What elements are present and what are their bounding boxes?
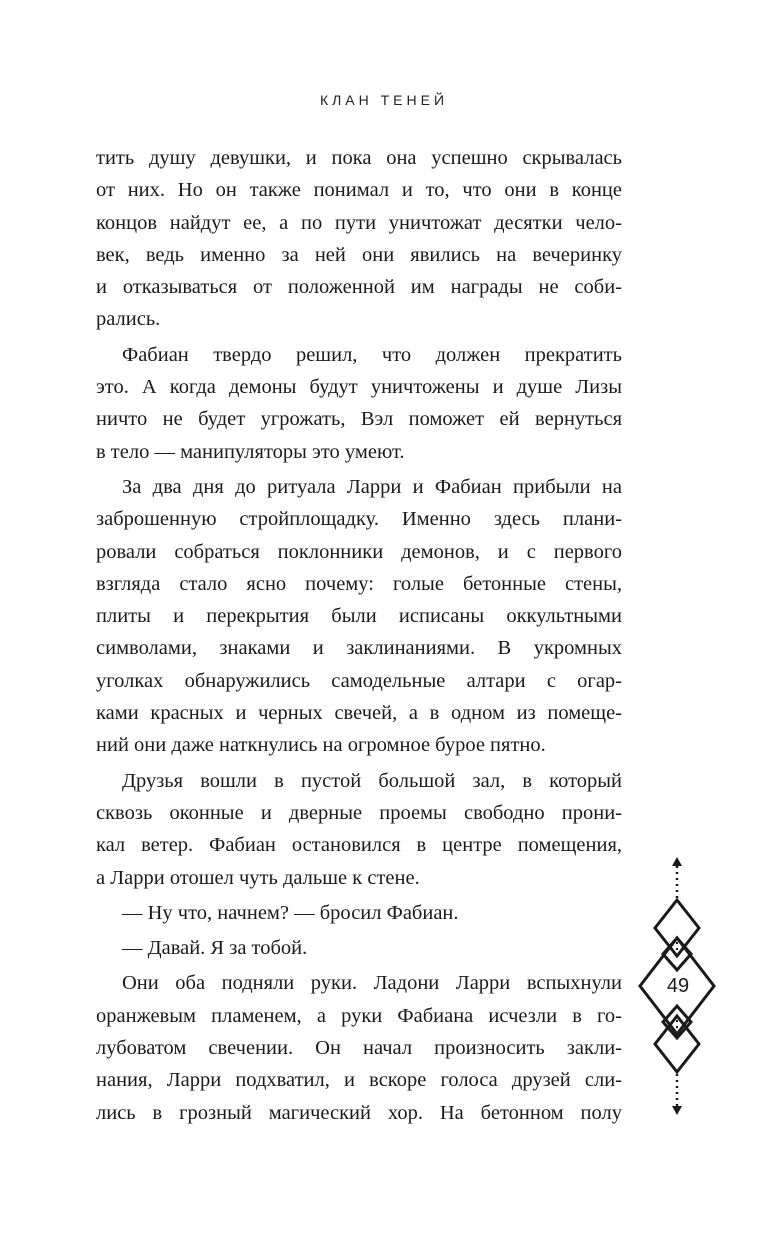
text-line: ний они даже наткнулись на огромное бурое пятно. xyxy=(96,734,546,757)
text-line: взгляда стало ясно почему: голые бетонные стены, xyxy=(96,572,622,595)
text-line: лись в грозный магический хор. На бетонном полу xyxy=(96,1101,622,1124)
text-line: лубоватом свечении. Он начал произносить закли- xyxy=(96,1037,622,1060)
text-line: а Ларри отошел чуть дальше к стене. xyxy=(96,866,420,889)
text-line: заброшенную стройплощадку. Именно здесь плани- xyxy=(96,508,622,531)
text-line: это. А когда демоны будут уничтожены и душе Лизы xyxy=(96,376,622,399)
text-line: рались. xyxy=(96,308,161,331)
text-line: Друзья вошли в пустой большой зал, в который xyxy=(122,769,622,792)
text-line: сквозь оконные и дверные проемы свободно прони- xyxy=(96,801,622,824)
running-head: КЛАН ТЕНЕЙ xyxy=(319,92,449,108)
body-text xyxy=(96,142,622,1129)
text-line: плиты и перекрытия были исписаны оккультными xyxy=(96,605,622,628)
text-line: от них. Но он также понимал и то, что они в конце xyxy=(96,179,622,202)
text-line: — Давай. Я за тобой. xyxy=(122,937,308,960)
page-number: 49 xyxy=(666,975,690,997)
text-line: За два дня до ритуала Ларри и Фабиан прибыли на xyxy=(122,475,622,498)
text-line: ками красных и черных свечей, а в одном из помеще- xyxy=(96,702,622,725)
text-line: концов найдут ее, а по пути уничтожат десятки чело- xyxy=(96,211,622,234)
text-line: тить душу девушки, и пока она успешно скрывалась xyxy=(96,147,622,169)
text-line: — Ну что, начнем? — бросил Фабиан. xyxy=(122,901,459,924)
diamond-ornament-icon xyxy=(638,852,718,1152)
text-line: Они оба подняли руки. Ладони Ларри вспыхнули xyxy=(122,972,622,995)
text-line: ничто не будет угрожать, Вэл поможет ей вернуться xyxy=(96,408,622,431)
text-line: и отказываться от положенной им награды не соби- xyxy=(96,276,622,299)
text-line: Фабиан твердо решил, что должен прекратить xyxy=(122,343,622,366)
text-line: кал ветер. Фабиан остановился в центре помещения, xyxy=(96,834,622,857)
text-line: в тело — манипуляторы это умеют. xyxy=(96,440,405,463)
text-line: оранжевым пламенем, а руки Фабиана исчезли в го- xyxy=(96,1004,622,1027)
page-number-ornament xyxy=(638,852,718,1152)
text-line: ровали собраться поклонники демонов, и с первого xyxy=(96,540,622,563)
text-line: нания, Ларри подхватил, и вскоре голоса друзей сли- xyxy=(96,1069,622,1092)
text-line: символами, знаками и заклинаниями. В укромных xyxy=(96,637,622,660)
text-line: уголках обнаружились самодельные алтари с огар- xyxy=(96,669,622,692)
text-line: век, ведь именно за ней они явились на вечеринку xyxy=(96,243,622,266)
